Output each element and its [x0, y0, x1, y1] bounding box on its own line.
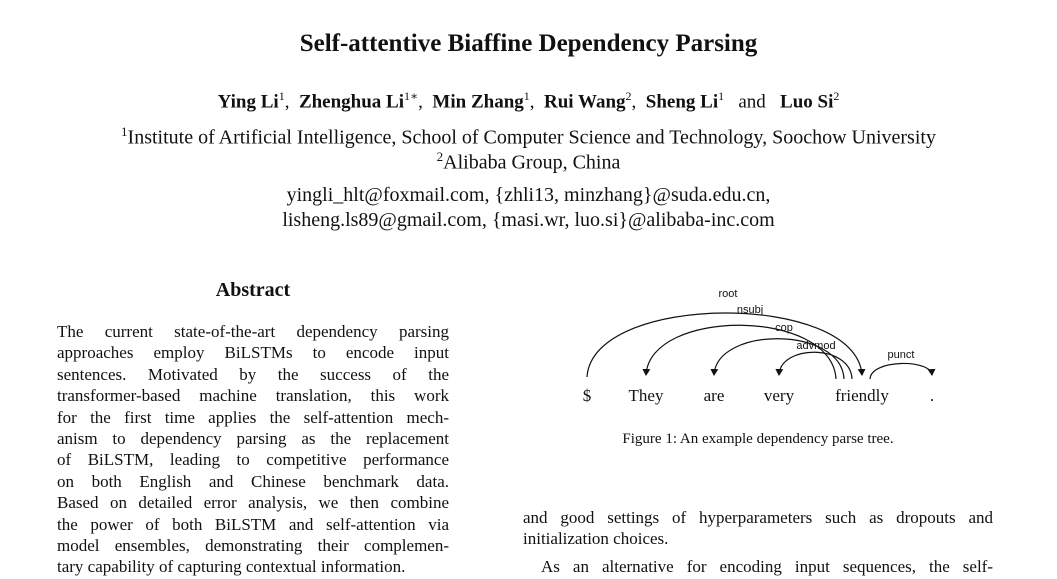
token-0: $	[582, 386, 592, 405]
author-affiliation-mark: 1∗	[404, 89, 419, 103]
abstract-line: approaches employ BiLSTMs to encode input	[57, 343, 449, 363]
abstract-line: The current state-of-the-art dependency parsing	[57, 322, 449, 341]
body-line: and good settings of hyperparameters such as dropouts and	[523, 508, 993, 527]
abstract-line: sentences. Motivated by the success of the	[57, 364, 449, 384]
right-column-body	[523, 507, 993, 577]
token-3: very	[763, 386, 795, 405]
author-separator: ,	[284, 91, 290, 113]
author-separator: ,	[418, 91, 423, 113]
author-affiliation-mark: 1	[718, 89, 725, 103]
abstract-line: of BiLSTM, leading to competitive performance	[57, 450, 449, 470]
author-affiliation-mark: 2	[833, 89, 840, 103]
body-line: initialization choices.	[523, 529, 669, 549]
author-affiliation-mark: 1	[523, 89, 530, 103]
abstract-line: the power of both BiLSTM and self-attention via	[57, 514, 449, 534]
author-name: Min Zhang	[432, 91, 524, 113]
email-line: lisheng.ls89@gmail.com, {masi.wr, luo.si}@alibaba-inc.com	[282, 209, 775, 231]
abstract-line: transformer-based machine translation, this work	[57, 386, 449, 406]
token-1: They	[628, 386, 664, 405]
arc-punct	[870, 363, 932, 379]
author-separator: ,	[529, 91, 535, 113]
body-line: As an alternative for encoding input sequences, the self-	[541, 556, 993, 576]
author-name: Ying Li	[217, 91, 279, 113]
abstract-line: on both English and Chinese benchmark data.	[57, 471, 449, 491]
author-and: and	[738, 91, 766, 113]
author-name: Zhenghua Li	[298, 91, 405, 113]
token-2: are	[703, 386, 725, 405]
affiliation	[0, 124, 1057, 150]
abstract-body	[57, 321, 449, 578]
abstract-line: anism to dependency parsing as the replacement	[57, 428, 449, 448]
affiliation-mark: 2	[436, 149, 444, 164]
author-name: Rui Wang	[544, 91, 626, 113]
token-4: friendly	[835, 386, 889, 405]
abstract-heading: Abstract	[215, 279, 291, 301]
email-line: yingli_hlt@foxmail.com, {zhli13, minzhang}@suda.edu.cn,	[286, 184, 771, 206]
token-5: .	[929, 386, 935, 405]
arc-label-nsubj: nsubj	[736, 304, 764, 316]
affiliation-mark: 1	[121, 124, 128, 139]
affiliation-text: Institute of Artificial Intelligence, School of Computer Science and Technology, Soochow University	[127, 126, 936, 149]
author-affiliation-mark: 1	[278, 89, 285, 103]
abstract-line: Based on detailed error analysis, we then combine	[57, 493, 449, 513]
figure-caption: Figure 1: An example dependency parse tree.	[622, 431, 894, 447]
abstract-line: model ensembles, demonstrating their complemen-	[57, 535, 449, 555]
author-name: Sheng Li	[645, 91, 719, 113]
abstract-line: tary capability of capturing contextual information.	[57, 557, 406, 577]
author-name: Luo Si	[780, 91, 834, 113]
paper-title: Self-attentive Biaffine Dependency Parsing	[299, 30, 758, 57]
author-affiliation-mark: 2	[625, 89, 632, 103]
arc-label-root: root	[718, 288, 738, 300]
paragraph	[523, 556, 993, 577]
affiliation-text: Alibaba Group, China	[443, 151, 621, 174]
affiliation	[0, 149, 1057, 175]
abstract-line: for the first time applies the self-attention mech-	[57, 407, 449, 427]
arc-label-cop: cop	[775, 322, 793, 334]
arc-label-advmod: advmod	[796, 340, 836, 352]
arc-label-punct: punct	[887, 349, 915, 361]
dependency-tree-figure	[560, 286, 960, 411]
author-list	[0, 89, 1057, 113]
author-separator: ,	[631, 91, 637, 113]
